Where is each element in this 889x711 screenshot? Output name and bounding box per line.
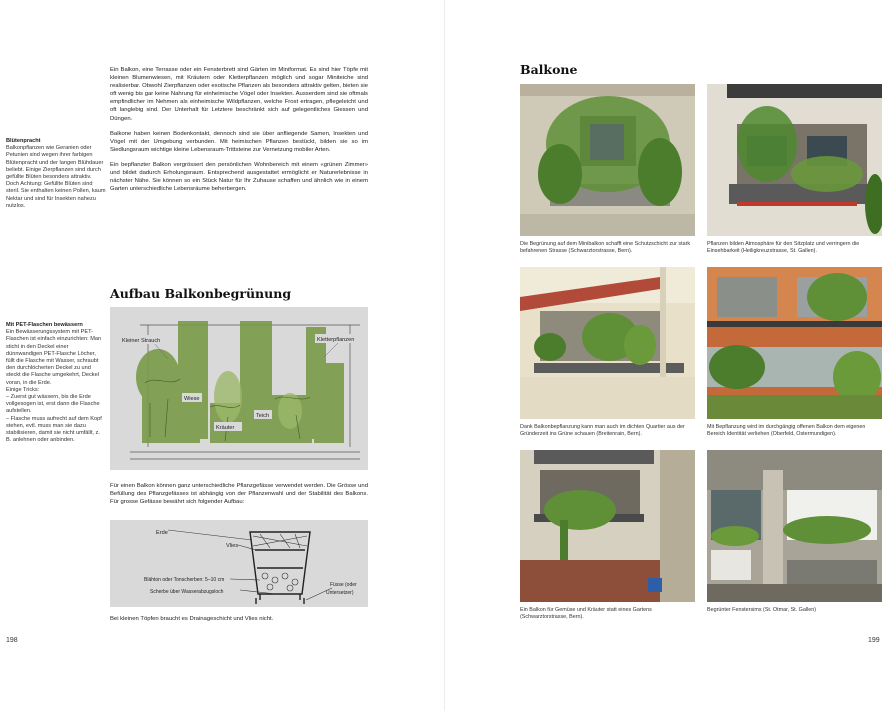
paragraph: Balkone haben keinen Bodenkontakt, dennoch sind sie über anfliegende Samen, Insekten und Vögel mit der Umgebung verbunden. Mit heimischen Pflanzen bestückt, bilden sie so im Siedlungsraum wichtige kleine Lebensraum-Trittsteine zur Vernetzung mobiler Arten.	[110, 130, 368, 153]
section-heading: Balkone	[520, 62, 578, 77]
paragraph: Für einen Balkon können ganz unterschiedliche Pflanzgefässe verwendet werden. Die Grösse und Befüllung des Pflanzgefässes ist abhängig von der Pflanzenwahl und der Stabilität des Balkons. Für grosse Gefässe bewährt sich folgender Aufbau:	[110, 483, 368, 506]
sidebar-bluetenpracht	[6, 138, 106, 210]
photo-caption: Ein Balkon für Gemüse und Kräuter statt eines Gartens (Schwarztorstrasse, Bern).	[520, 607, 652, 620]
label-blaehton: Blähton oder Tonscherben: 5–10 cm	[144, 577, 225, 583]
balcony-photo	[520, 267, 695, 419]
photo-caption: Dank Balkonbepflanzung kann man auch im dichten Quartier aus der Gründerzeit ins Grüne schauen (Breitenrain, Bern).	[520, 424, 685, 437]
balcony-photo	[520, 450, 695, 602]
label-kletterpflanzen: Kletterpflanzen	[317, 337, 355, 343]
balcony-sketch-illustration	[110, 307, 368, 470]
sidebar-title: Mit PET-Flaschen bewässern	[6, 322, 83, 328]
label-untersetzer: Untersetzer)	[326, 590, 354, 596]
label-vlies: Vlies	[226, 543, 239, 549]
balcony-photo	[520, 84, 695, 236]
label-kraeuter: Kräuter	[216, 425, 235, 431]
sidebar-pet-flaschen	[6, 322, 106, 444]
sidebar-text: Balkonpflanzen wie Geranien oder Petunien sind wegen ihrer farbigen Blütenpracht und der langen Blühdauer beliebt. Einige Zierpflanzen sind durch gefüllte Blüten besonders attraktiv. Doch Achtung: Gefüllte Blüten sind steril. Sie enthalten keinen Pollen, kaum Nektar und sind für Insekten nahezu nutzlos.	[6, 145, 106, 209]
sidebar-title: Blütenpracht	[6, 138, 41, 144]
label-fuesse: Füsse (oder	[330, 582, 357, 588]
label-kleiner-strauch: Kleiner Strauch	[122, 338, 161, 344]
paragraph: Bei kleinen Töpfen braucht es Drainageschicht und Vlies nicht.	[110, 616, 274, 622]
sidebar-trick: – Zuerst gut wässern, bis die Erde vollgesogen ist, erst dann die Flasche aufstellen.	[6, 394, 100, 415]
label-wiese: Wiese	[184, 396, 200, 402]
label-scherbe: Scherbe über Wasserabzugsloch	[150, 589, 224, 595]
sidebar-text: Ein Bewässerungssystem mit PET-Flaschen ist einfach einzurichten: Man sticht in den Deckel einer dünnwandigen PET-Flasche Löcher, füllt die Flasche mit Wasser, schraubt den durchlöcherten Deckel zu und steckt die Flasche umgekehrt, Deckel voran, in die Erde.	[6, 329, 102, 386]
paragraph: Ein bepflanzter Balkon vergrössert den persönlichen Wohnbereich mit einem «grünen Zimmer» und bildet dadurch Erholungsraum. Entsprechend ausgestattet ermöglicht er Naturerlebnisse in nächster Nähe. Sie können so ein Stück Natur für Ihr Zuhause schaffen und ähnlich wie in einem Garten unterschiedliche Lebensräume beherbergen.	[110, 161, 368, 193]
section-heading: Aufbau Balkonbegrünung	[110, 286, 292, 301]
balcony-photo	[707, 84, 882, 236]
photo-caption: Pflanzen bilden Atmosphäre für den Sitzplatz und verringern die Einsehbarkeit (Heiligkreuzstrasse, St. Gallen).	[707, 241, 860, 254]
page-number-right: 199	[868, 637, 880, 644]
label-erde: Erde	[156, 530, 168, 536]
planter-layer-sketch	[110, 520, 368, 607]
label-teich: Teich	[256, 413, 270, 419]
page-gutter	[444, 0, 445, 711]
balcony-photo	[707, 267, 882, 419]
sidebar-tricks-title: Einige Tricks:	[6, 386, 40, 393]
page-number-left: 198	[6, 637, 18, 644]
paragraph: Ein Balkon, eine Terrasse oder ein Fensterbrett sind Gärten im Miniformat. Es sind hier Töpfe mit kleinen Blumenwiesen, mit Kräutern oder Kletterpflanzen möglich und sogar Miniteiche sind realisierbar. Obwohl Zierpflanzen oder exotische Pflanzen als besonders attraktiv gelten, bieten sie oft wenig bis gar keine Nahrung für einheimische Vögel oder Insekten. Ausserdem sind sie oftmals empfindlicher im Nehmen als einheimische Wildpflanzen, welche Frost ertragen, pflegeleicht und oft langlebig sind. Der Unterhalt für Letztere beschränkt sich auf gelegentliches Giessen und Düngen.	[110, 67, 368, 122]
sidebar-trick: – Flasche muss aufrecht auf dem Kopf stehen, evtl. muss man sie dazu stabilisieren, damit sie nicht umfällt, z. B. anlehnen oder anbinden.	[6, 415, 102, 444]
balcony-photo	[707, 450, 882, 602]
photo-caption: Mit Bepflanzung wird im durchgängig offenen Balkon dem eigenen Bereich Identität verliehen (Oberfeld, Ostermundigen).	[707, 424, 866, 437]
photo-caption: Begrünter Fenstersims (St. Otmar, St. Gallen)	[707, 607, 817, 613]
intro-text	[110, 66, 368, 200]
photo-caption: Die Begrünung auf dem Minibalkon schafft eine Schutzschicht zur stark befahrenen Strasse (Schwarztorstrasse, Bern).	[520, 241, 691, 254]
